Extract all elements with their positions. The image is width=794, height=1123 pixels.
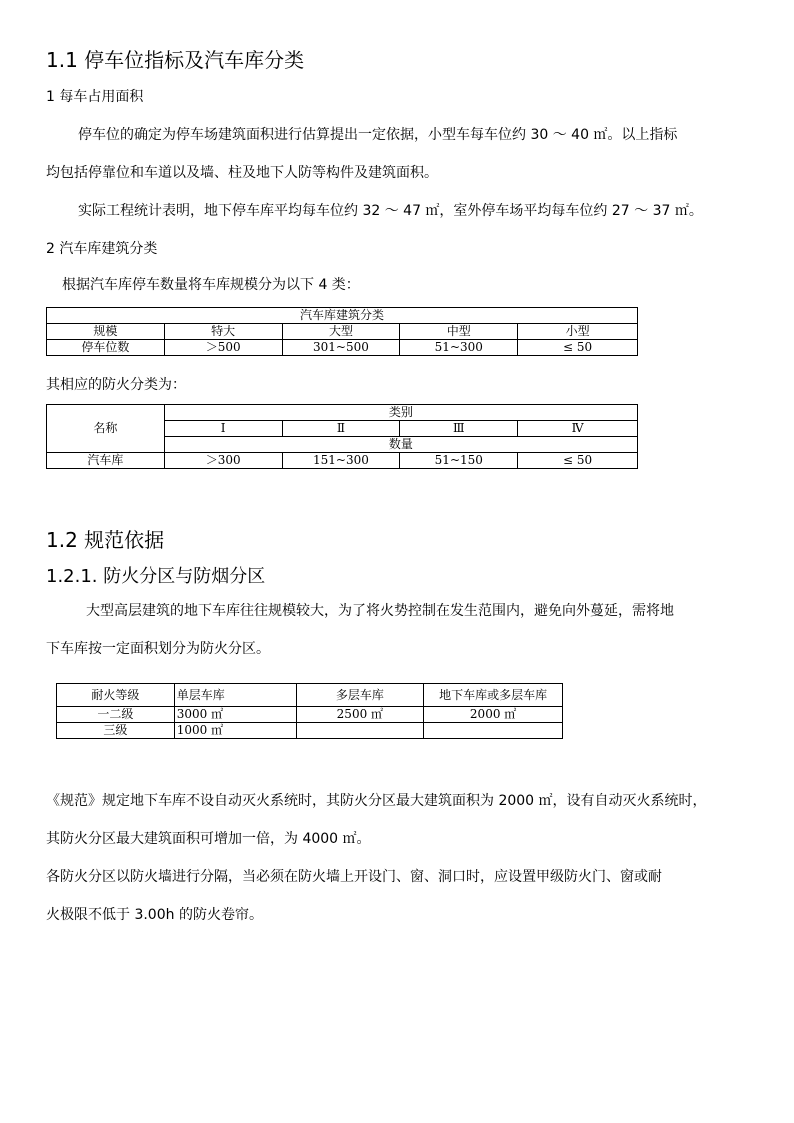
paragraph-line: 实际工程统计表明，地下停车库平均每车位约 32 ～ 47 ㎡，室外停车场平均每车位约 27 ～ 37 ㎡。 <box>78 203 703 219</box>
unit: ㎡ <box>504 707 517 721</box>
paragraph-line: 停车位的确定为停车场建筑面积进行估算提出一定依据，小型车每车位约 30 ～ 40 ㎡。以上指标 <box>78 127 678 143</box>
table-cell: 大型 <box>282 324 400 340</box>
table-cell <box>174 723 296 739</box>
table-cell: Ⅲ <box>400 421 518 437</box>
table-cell: ＞500 <box>164 340 282 356</box>
paragraph-line: 均包括停靠位和车道以及墙、柱及地下人防等构件及建筑面积。 <box>46 165 438 181</box>
table-cell: 301~500 <box>282 340 400 356</box>
table-cell <box>174 707 296 723</box>
table-cell: 51~150 <box>400 453 518 469</box>
table-cell: 停车位数 <box>47 340 165 356</box>
unit: ㎡ <box>371 707 384 721</box>
table-cell: ＞300 <box>164 453 282 469</box>
table-cell: 三级 <box>57 723 175 739</box>
subsection-title-1-2-1: 1.2.1. 防火分区与防烟分区 <box>46 566 266 587</box>
table-cell-quantity-label: 数量 <box>164 437 637 453</box>
table-cell: 151~300 <box>282 453 400 469</box>
table-cell: ≤ 50 <box>518 453 638 469</box>
table-cell <box>296 707 424 723</box>
paragraph-line: 大型高层建筑的地下车库往往规模较大，为了将火势控制在发生范围内，避免向外蔓延，需将地 <box>86 603 674 619</box>
table-cell: 小型 <box>518 324 638 340</box>
section-title-1-2: 1.2 规范依据 <box>46 528 165 552</box>
unit: ㎡ <box>211 723 224 737</box>
table-cell-name-label: 名称 <box>47 405 165 453</box>
area-value: 1000 <box>176 723 208 737</box>
subheading-area-per-car: 1 每车占用面积 <box>46 89 144 105</box>
table-cell: 特大 <box>164 324 282 340</box>
paragraph-line: 其防火分区最大建筑面积可增加一倍，为 4000 ㎡。 <box>46 831 371 847</box>
table-cell: 规模 <box>47 324 165 340</box>
table-caption: 汽车库建筑分类 <box>47 308 638 324</box>
section-title-1-1: 1.1 停车位指标及汽车库分类 <box>46 48 305 72</box>
table-cell <box>424 707 563 723</box>
table-header-row <box>47 324 638 340</box>
table-cell: 一二级 <box>57 707 175 723</box>
table-cell <box>296 723 424 739</box>
table-cell: 汽车库 <box>47 453 165 469</box>
area-value: 3000 <box>176 707 208 721</box>
table-cell <box>424 723 563 739</box>
table-cell: 地下车库或多层车库 <box>424 684 563 707</box>
table-row <box>57 707 563 723</box>
subheading-garage-classification: 2 汽车库建筑分类 <box>46 241 158 257</box>
fire-compartment-area-table <box>56 683 563 739</box>
unit: ㎡ <box>211 707 224 721</box>
table-cell: 单层车库 <box>174 684 296 707</box>
paragraph-line: 下车库按一定面积划分为防火分区。 <box>46 641 270 657</box>
table-cell: 中型 <box>400 324 518 340</box>
table-cell: 耐火等级 <box>57 684 175 707</box>
fire-classification-table <box>46 404 638 469</box>
table-cell: 51~300 <box>400 340 518 356</box>
table-row <box>57 723 563 739</box>
paragraph-line: 《规范》规定地下车库不设自动灭火系统时，其防火分区最大建筑面积为 2000 ㎡，设有自动灭火系统时， <box>46 793 707 809</box>
table-cell: 多层车库 <box>296 684 424 707</box>
paragraph-line: 火极限不低于 3.00h 的防火卷帘。 <box>46 907 263 923</box>
area-value: 2000 <box>469 707 501 721</box>
table-row <box>47 453 638 469</box>
paragraph-line: 其相应的防火分类为： <box>46 377 186 393</box>
table-cell: Ⅱ <box>282 421 400 437</box>
garage-scale-table <box>46 307 638 356</box>
table-cell: Ⅳ <box>518 421 638 437</box>
area-value: 2500 <box>336 707 368 721</box>
table-header-row <box>57 684 563 707</box>
table-cell-category-label: 类别 <box>164 405 637 421</box>
table-row <box>47 340 638 356</box>
table-cell: Ⅰ <box>164 421 282 437</box>
paragraph-line: 各防火分区以防火墙进行分隔，当必须在防火墙上开设门、窗、洞口时，应设置甲级防火门、窗或耐 <box>46 869 662 885</box>
paragraph-line: 根据汽车库停车数量将车库规模分为以下 4 类： <box>62 277 360 293</box>
table-cell: ≤ 50 <box>518 340 638 356</box>
